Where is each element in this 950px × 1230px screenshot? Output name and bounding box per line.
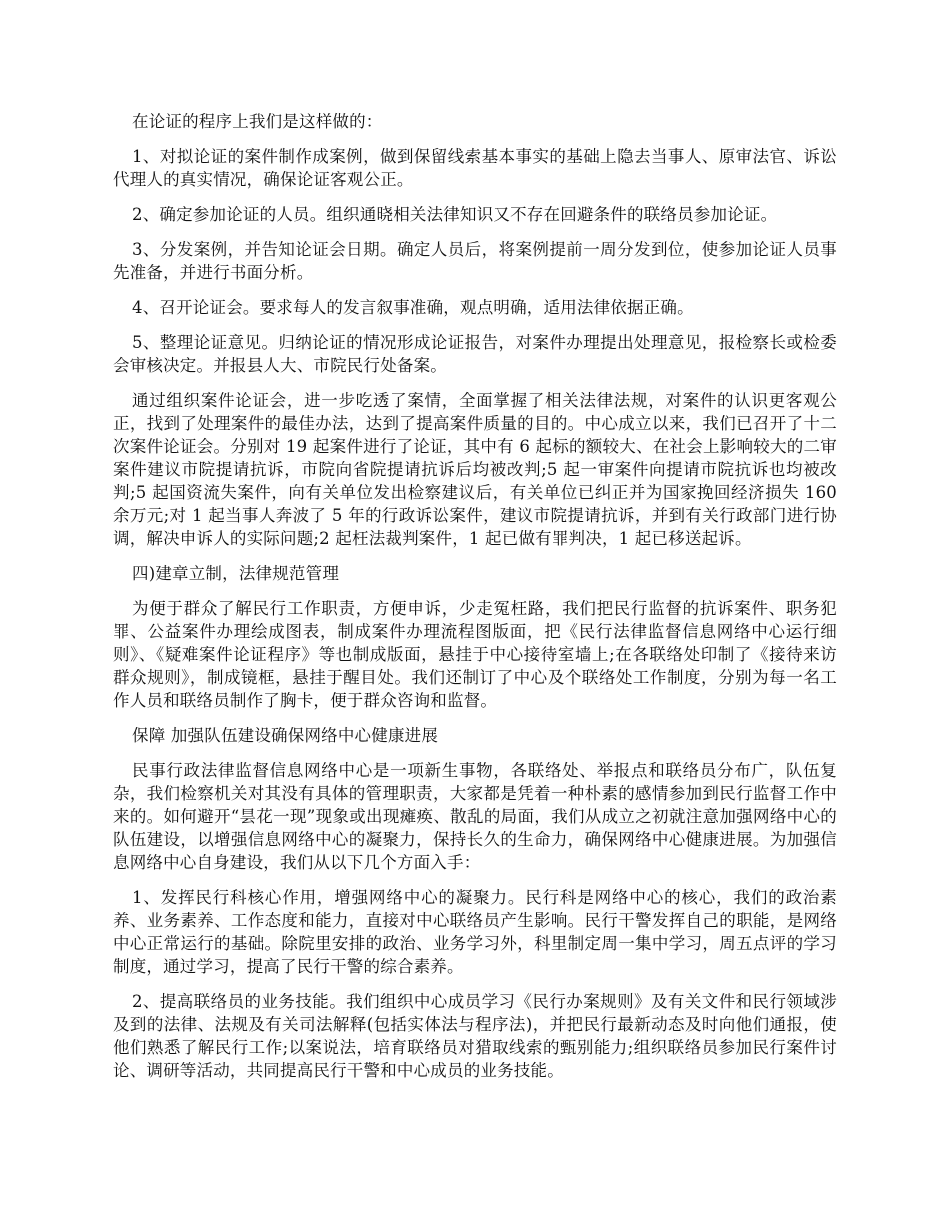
section-heading-rules: 四)建章立制，法律规范管理 xyxy=(132,564,340,583)
paragraph-step-4: 4、召开论证会。要求每人的发言叙事准确，观点明确，适用法律依据正确。 xyxy=(132,298,694,317)
paragraph-rules: 为便于群众了解民行工作职责，方便申诉，少走冤枉路，我们把民行监督的抗诉案件、职务犯罪、公益案件办理绘成图表，制成案件办理流程图版面，把《民行法律监督信息网络中心运行细则》、《疑难案件论证程序》等也制成版面，悬挂于中心接待室墙上;在各联络处印制了《接待来访群众规则》，制成镜框，悬挂于醒目处。我们还制订了中心及个联络处工作制度，分别为每一名工作人员和联络员制作了胸卡，便于群众咨询和监督。 xyxy=(113,599,837,710)
paragraph-procedure-intro: 在论证的程序上我们是这样做的： xyxy=(132,112,383,131)
paragraph-team-2: 2、提高联络员的业务技能。我们组织中心成员学习《民行办案规则》及有关文件和民行领域涉及到的法律、法规及有关司法解释(包括实体法与程序法)，并把民行最新动态及时向他们通报，使他们熟悉了解民行工作;以案说法，培育联络员对猎取线索的甄别能力;组织联络员参加民行案件讨论、调研等活动，共同提高民行干警和中心成员的业务技能。 xyxy=(113,992,837,1080)
paragraph-team-intro: 民事行政法律监督信息网络中心是一项新生事物，各联络处、举报点和联络员分布广，队伍复杂，我们检察机关对其没有具体的管理职责，大家都是凭着一种朴素的感情参加到民行监督工作中来的。如何避开“昙花一现”现象或出现瘫痪、散乱的局面，我们从成立之初就注意加强网络中心的队伍建设，以增强信息网络中心的凝聚力，保持长久的生命力，确保网络中心健康进展。为加强信息网络中心自身建设，我们从以下几个方面入手： xyxy=(113,761,837,872)
section-heading-team: 保障 加强队伍建设确保网络中心健康进展 xyxy=(132,726,439,745)
paragraph-step-1: 1、对拟论证的案件制作成案例，做到保留线索基本事实的基础上隐去当事人、原审法官、诉讼代理人的真实情况，确保论证客观公正。 xyxy=(113,147,837,189)
paragraph-team-1: 1、发挥民行科核心作用，增强网络中心的凝聚力。民行科是网络中心的核心，我们的政治素养、业务素养、工作态度和能力，直接对中心联络员产生影响。民行干警发挥自己的职能，是网络中心正常运行的基础。除院里安排的政治、业务学习外，科里制定周一集中学习，周五点评的学习制度，通过学习，提高了民行干警的综合素养。 xyxy=(113,888,837,976)
paragraph-results: 通过组织案件论证会，进一步吃透了案情，全面掌握了相关法律法规，对案件的认识更客观公正，找到了处理案件的最佳办法，达到了提高案件质量的目的。中心成立以来，我们已召开了十二次案件论证会。分别对 19 起案件进行了论证，其中有 6 起标的额较大、在社会上影响较大的二审案件建议市院提请抗诉，市院向省院提请抗诉后均被改判;5 起一审案件向提请市院抗诉也均被改判;5 起国资流失案件，向有关单位发出检察建议后，有关单位已纠正并为国家挽回经济损失 160 余万元;对 1 起当事人奔波了 5 年的行政诉讼案件，建议市院提请抗诉，并到有关行政部门进行协调，解决申诉人的实际问题;2 起枉法裁判案件，1 起已做有罪判决，1 起已移送起诉。 xyxy=(113,391,837,548)
paragraph-step-3: 3、分发案例，并告知论证会日期。确定人员后，将案例提前一周分发到位，使参加论证人员事先准备，并进行书面分析。 xyxy=(113,240,837,282)
paragraph-step-2: 2、确定参加论证的人员。组织通晓相关法律知识又不存在回避条件的联络员参加论证。 xyxy=(132,205,778,224)
paragraph-step-5: 5、整理论证意见。归纳论证的情况形成论证报告，对案件办理提出处理意见，报检察长或检委会审核决定。并报县人大、市院民行处备案。 xyxy=(113,333,837,375)
